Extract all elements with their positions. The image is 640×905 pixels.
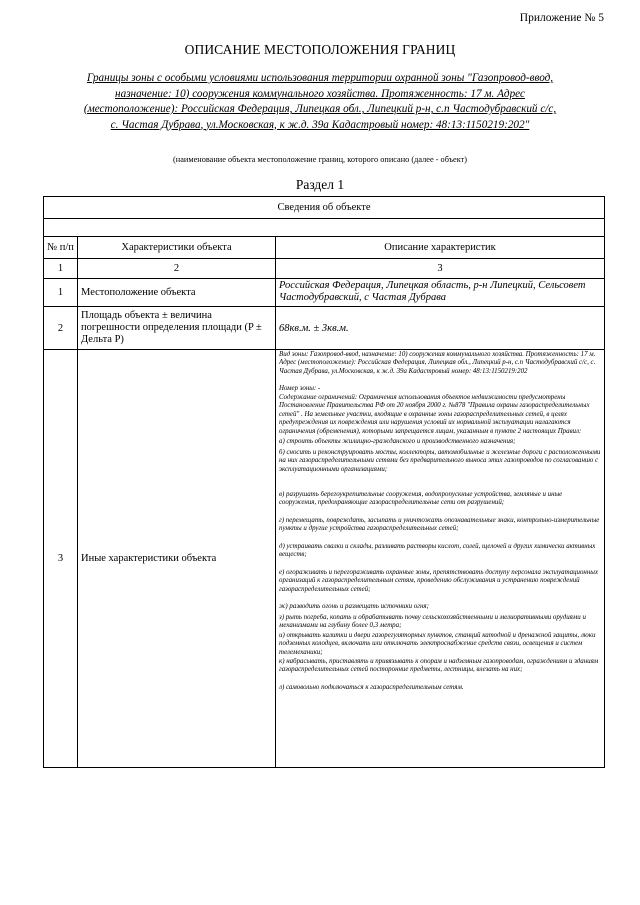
zone-number-text: Номер зоны: - (279, 385, 321, 392)
restriction-l: л) самовольно подключаться к газораспределительным сетям. (279, 684, 464, 691)
row-name: Иные характеристики объекта (78, 350, 276, 768)
restriction-z: з) рыть погреба, копать и обрабатывать почву сельскохозяйственными и мелиоративными орудиями и механизмами на глубину более 0,3 метра; (279, 614, 586, 630)
col-header-description: Описание характеристик (276, 237, 605, 259)
table-row (44, 307, 605, 350)
zone-title-line: с. Частая Дубрава, ул.Московская, к ж.д. 39а Кадастровый номер: 48:13:1150219:202" (110, 118, 530, 131)
row-value: 68кв.м. ± 3кв.м. (276, 307, 605, 350)
col-header-num: № п/п (44, 237, 78, 259)
col-number: 1 (44, 259, 78, 279)
table-row (44, 350, 605, 768)
row-number: 2 (44, 307, 78, 350)
row-number: 3 (44, 350, 78, 768)
row-value: Российская Федерация, Липецкая область, р-н Липецкий, Сельсовет Частодубравский, с Частая Дубрава (279, 280, 586, 303)
zone-kind-text: Вид зоны: Газопровод-ввод, назначение: 10) сооружения коммунального хозяйства. Протяженность: 17 м. Адрес (местоположение): Российская Федерация, Липецкая обл., Липецкий р-н, с.п Частодубравский с/с, с. Частая Дубрава, ул.Московская, к ж.д. 39а Кадастровый номер: 48:13:1150219:202 (279, 351, 596, 375)
section-title: Раздел 1 (295, 177, 345, 192)
table-spacer (44, 219, 605, 237)
column-header-row (44, 237, 605, 259)
col-number: 2 (78, 259, 276, 279)
row-name: Местоположение объекта (78, 279, 276, 307)
object-caption: (наименование объекта местоположение границ, которого описано (далее - объект) (173, 155, 467, 164)
restriction-i: и) открывать калитки и двери газорегуляторных пунктов, станций катодной и дренажной защиты, люки подземных колодцев, включать или отключать электроснабжение средств связи, освещения и систем телемеханики; (279, 632, 596, 656)
restriction-k: к) набрасывать, приставлять и привязывать к опорам и надземным газопроводам, ограждениям и зданиям газораспределительных сетей посторонние предметы, лестницы, влезать на них; (279, 658, 599, 674)
table-header: Сведения об объекте (44, 197, 605, 219)
column-number-row (44, 259, 605, 279)
restriction-d: д) устраивать свалки и склады, разливать растворы кислот, солей, щелочей и других химически активных веществ; (279, 543, 596, 559)
row-name: Площадь объекта ± величина погрешности определения площади (P ± Дельта P) (78, 307, 276, 350)
table-row (44, 279, 605, 307)
restriction-v: в) разрушать берегоукрепительные сооружения, водопропускные устройства, земляные и иные сооружения, предохраняющие газораспределительные сети от разрушений; (279, 491, 563, 507)
table-header-row (44, 197, 605, 219)
appendix-label: Приложение № 5 (519, 12, 604, 24)
document-title: ОПИСАНИЕ МЕСТОПОЛОЖЕНИЯ ГРАНИЦ (184, 42, 456, 57)
col-header-characteristics: Характеристики объекта (78, 237, 276, 259)
restrictions-text: Содержание ограничений: Ограничения использования объектов недвижимости предусмотрены Постановление Правительства РФ от 20 ноября 2000 г. №878 "Правила охраны газораспределительных сетей" . На земельные участки, входящие в охранные зоны газораспределительных сетей, в целях предупреждения их повреждения или нарушения условий их нормальной эксплуатации налагаются ограничения (обременения), которыми запрещается лицам, указанным в пункте 2 настоящих Правил: (279, 394, 590, 435)
zone-title-line: назначение: 10) сооружения коммунального хозяйства. Протяженность: 17 м. Адрес (115, 87, 525, 100)
restriction-g: г) перемещать, повреждать, засыпать и уничтожать опознавательные знаки, контрольно-измерительные пункты и другие устройства газораспределительных сетей; (279, 517, 600, 533)
zone-title-line: (местоположение): Российская Федерация, Липецкая обл., Липецкий р-н, с.п Частодубравский с/с, (83, 103, 557, 115)
zone-title (40, 71, 600, 133)
restriction-e: е) огораживать и перегораживать охранные зоны, препятствовать доступу персонала эксплуатационных организаций к газораспределительным сетям, проведению обслуживания и устранению повреждений газораспределительных сетей; (279, 569, 598, 593)
restriction-a: а) строить объекты жилищно-гражданского и производственного назначения; (279, 438, 516, 445)
row-number: 1 (44, 279, 78, 307)
table-spacer-row (44, 219, 605, 237)
restriction-zh: ж) разводить огонь и размещать источники огня; (279, 603, 429, 610)
zone-title-line: Границы зоны с особыми условиями использования территории охранной зоны "Газопровод-ввод, (86, 72, 554, 84)
object-table (43, 196, 605, 768)
other-characteristics (279, 351, 601, 693)
restriction-b: б) сносить и реконструировать мосты, коллекторы, автомобильные и железные дороги с расположенными на них газораспределительными сетями без предварительного выноса этих газопроводов по согласованию с эксплуатационными организациями; (279, 449, 601, 473)
col-number: 3 (276, 259, 605, 279)
